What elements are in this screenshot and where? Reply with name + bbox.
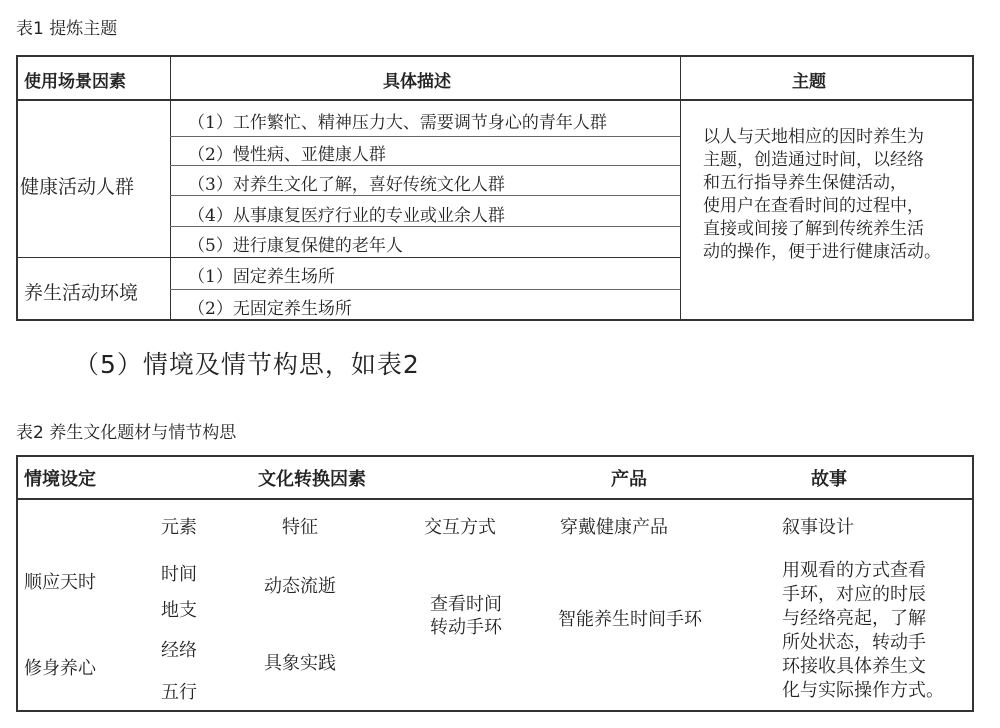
interaction-line: 转动手环 <box>430 617 502 638</box>
scene-label: 顺应天时 <box>24 572 96 593</box>
element-item: 时间 <box>161 564 197 585</box>
story-line: 所处状态，转动手 <box>782 632 926 653</box>
table1-desc-row: （1）工作繁忙、精神压力大、需要调节身心的青年人群 <box>188 113 607 133</box>
table1-desc-row: （2）慢性病、亚健康人群 <box>188 145 386 165</box>
table2-header-story: 故事 <box>811 469 847 490</box>
interaction-line: 查看时间 <box>430 594 502 615</box>
story-line: 环接收具体养生文 <box>782 656 926 677</box>
table1-desc-row: （4）从事康复医疗行业的专业或业余人群 <box>188 206 505 226</box>
feature-item: 具象实践 <box>264 653 336 674</box>
table1-desc-row: （1）固定养生场所 <box>188 267 335 287</box>
table1-header-scene: 使用场景因素 <box>24 72 126 92</box>
element-item: 地支 <box>161 600 197 621</box>
theme-line: 主题，创造通过时间，以经络 <box>703 150 924 170</box>
table1-group-env: 养生活动环境 <box>24 282 139 304</box>
subheader-interaction: 交互方式 <box>424 517 496 538</box>
theme-line: 直接或间接了解到传统养生活 <box>703 219 924 239</box>
element-item: 五行 <box>161 682 197 703</box>
table2-header-culture: 文化转换因素 <box>258 469 366 490</box>
story-line: 用观看的方式查看 <box>782 560 926 581</box>
table1-caption: 表1 提炼主题 <box>16 19 118 39</box>
subheader-element: 元素 <box>161 517 197 538</box>
feature-item: 动态流逝 <box>264 576 336 597</box>
table1-desc-row: （3）对养生文化了解，喜好传统文化人群 <box>188 175 505 195</box>
element-item: 经络 <box>161 640 197 661</box>
table2-header-product: 产品 <box>611 469 647 490</box>
subheader-feature: 特征 <box>282 517 318 538</box>
story-line: 手环，对应的时辰 <box>782 584 926 605</box>
story-line: 与经络亮起，了解 <box>782 608 926 629</box>
theme-line: 使用户在查看时间的过程中， <box>703 196 924 216</box>
table1-header-description: 具体描述 <box>383 72 451 92</box>
table2-caption: 表2 养生文化题材与情节构思 <box>16 423 237 443</box>
section-heading: （5）情境及情节构思，如表2 <box>74 350 420 379</box>
theme-line: 和五行指导养生保健活动， <box>703 173 907 193</box>
scene-label: 修身养心 <box>24 658 96 679</box>
table1-desc-row: （2）无固定养生场所 <box>188 299 352 319</box>
table2-header-scene: 情境设定 <box>24 469 96 490</box>
table1-desc-row: （5）进行康复保健的老年人 <box>188 236 403 256</box>
subheader-narrative: 叙事设计 <box>782 517 854 538</box>
table1-group-health: 健康活动人群 <box>20 176 135 198</box>
product-name: 智能养生时间手环 <box>558 609 702 630</box>
story-line: 化与实际操作方式。 <box>782 680 944 701</box>
theme-line: 动的操作，便于进行健康活动。 <box>703 242 941 262</box>
table1-header-theme: 主题 <box>792 72 826 92</box>
theme-line: 以人与天地相应的因时养生为 <box>703 127 924 147</box>
subheader-wearable: 穿戴健康产品 <box>560 517 668 538</box>
